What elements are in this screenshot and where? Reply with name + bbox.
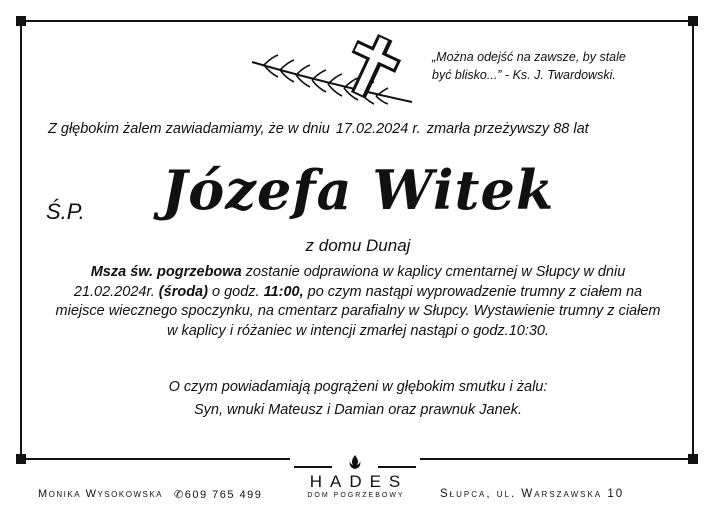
funeral-text: o godz.	[207, 283, 264, 300]
frame-corner	[688, 454, 698, 464]
quote-text	[432, 48, 672, 84]
funeral-details	[52, 263, 664, 341]
contact-name: Monika Wysokowska	[38, 488, 164, 500]
announcement-intro: Z głębokim żalem zawiadamiamy, że w dniu	[48, 121, 330, 137]
funeral-text: po czym nastąpi wyprowadzenie trumny z ciałem na miejsce wiecznego spoczynku, na cmentarz parafialny w Słupcy. Wystawienie trumny z ciałem w kaplicy i różaniec w intencji zmarłej nastąpi o godz.10:30.	[55, 283, 661, 339]
logo-subtitle: DOM POGRZEBOWY	[307, 492, 405, 499]
logo-line	[378, 466, 416, 468]
funeral-time: 11:00,	[263, 283, 304, 300]
frame-corner	[688, 16, 698, 26]
cross-icon	[250, 30, 420, 110]
quote-line: „Można odejść na zawsze, by stale	[432, 50, 626, 64]
mourners-intro: O czym powiadamiają pogrążeni w głębokim smutku i żalu:	[168, 379, 548, 395]
frame-corner	[16, 16, 26, 26]
frame-corner	[16, 454, 26, 464]
funeral-home-address: Słupca, ul. Warszawska 10	[440, 488, 625, 500]
mourners-names: Syn, wnuki Mateusz i Damian oraz prawnuk Janek.	[193, 402, 522, 418]
mass-label: Msza św. pogrzebowa	[90, 264, 242, 280]
death-announcement	[48, 121, 589, 137]
mourners	[0, 376, 716, 422]
death-date: 17.02.2024 r.	[335, 121, 421, 137]
quote-line: być blisko...” - Ks. J. Twardowski.	[432, 68, 616, 82]
deceased-name: Józefa Witek	[161, 158, 555, 222]
funeral-day: (środa)	[158, 283, 208, 300]
announcement-age: zmarła przeżywszy 88 lat	[426, 121, 589, 137]
sp-prefix: Ś.P.	[46, 199, 85, 224]
hades-logo	[290, 450, 420, 502]
maiden-name: z domu Dunaj	[305, 236, 411, 255]
logo-brand: HADES	[309, 472, 409, 491]
funeral-text: zostanie odprawiona w kaplicy cmentarnej w Słupcy w dniu 21.02.2024r.	[73, 264, 626, 300]
contact-phone: ✆609 765 499	[174, 489, 263, 501]
flame-icon	[348, 454, 362, 470]
logo-line	[294, 466, 332, 468]
